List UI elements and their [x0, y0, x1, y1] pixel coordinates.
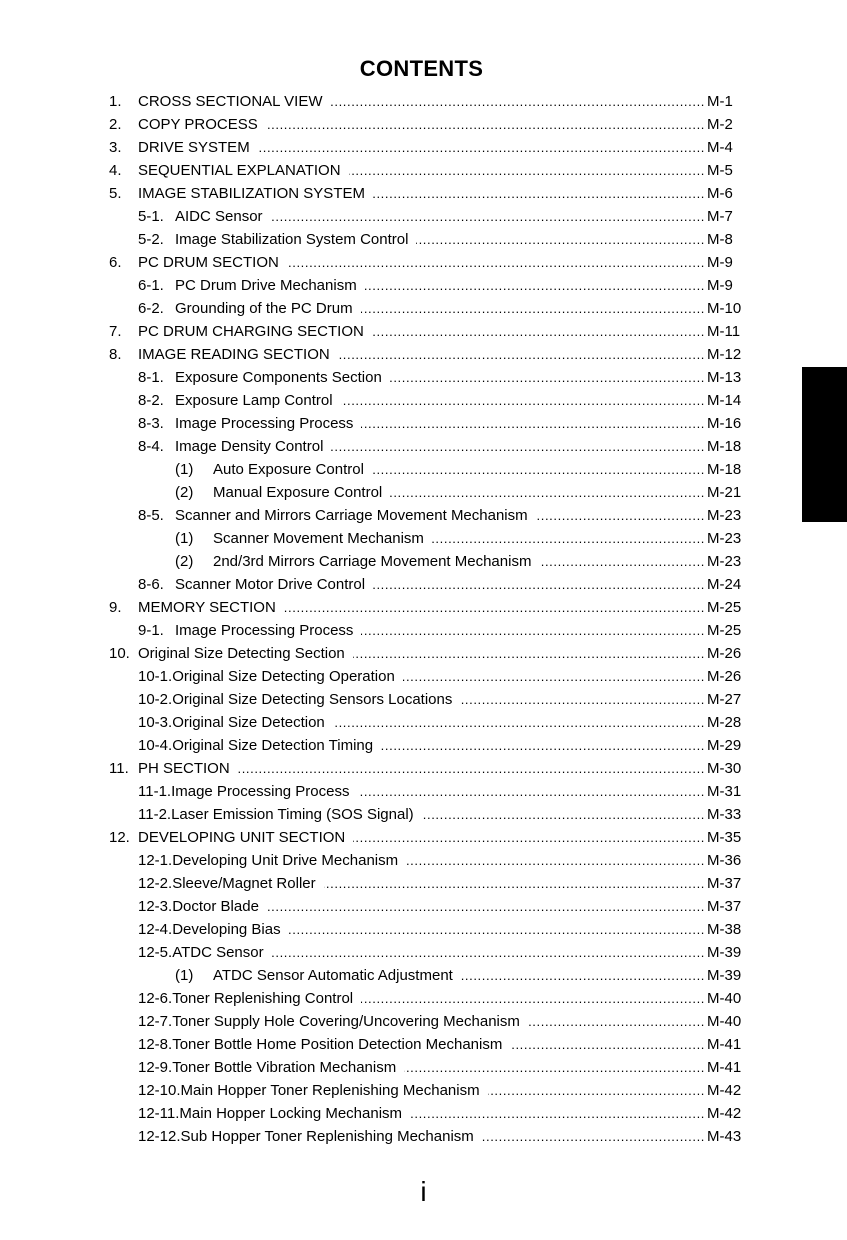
toc-entry-number: 4.	[109, 162, 122, 179]
dot-leader	[406, 849, 705, 872]
toc-entry-title: PH SECTION	[138, 760, 230, 777]
toc-entry-number: 8.	[109, 346, 122, 363]
toc-entry-title: Developing Unit Drive Mechanism	[172, 852, 399, 869]
toc-entry-number: 10-1.	[138, 668, 173, 685]
dot-leader	[381, 734, 705, 757]
toc-entry[interactable]	[109, 412, 745, 435]
toc-entry-number: 11-2.	[138, 806, 172, 823]
toc-entry-title: Sub Hopper Toner Replenishing Mechanism	[180, 1128, 474, 1145]
toc-entry[interactable]	[109, 1125, 745, 1148]
toc-entry[interactable]	[109, 826, 745, 849]
toc-entry-number: 11-1.	[138, 783, 172, 800]
toc-entry-title: ATDC Sensor Automatic Adjustment	[213, 967, 453, 984]
toc-entry[interactable]	[109, 987, 745, 1010]
toc-entry-title: IMAGE READING SECTION	[138, 346, 330, 363]
toc-entry[interactable]	[109, 297, 745, 320]
toc-entry[interactable]	[109, 182, 745, 205]
toc-entry-title: Grounding of the PC Drum	[175, 300, 353, 317]
toc-entry-title: PC Drum Drive Mechanism	[175, 277, 357, 294]
toc-entry[interactable]	[109, 803, 745, 826]
toc-entry-page: M-35	[707, 829, 742, 846]
toc-entry-page: M-24	[707, 576, 742, 593]
toc-entry-title: Original Size Detecting Sensors Locations	[172, 691, 453, 708]
dot-leader	[238, 757, 705, 780]
toc-entry[interactable]	[109, 366, 745, 389]
toc-entry-number: 12-6.	[138, 990, 173, 1007]
toc-entry-number: 8-5.	[138, 507, 164, 524]
dot-leader	[361, 412, 705, 435]
toc-entry-number: (2)	[175, 484, 194, 501]
toc-entry[interactable]	[109, 619, 745, 642]
toc-entry-number: 8-1.	[138, 369, 164, 386]
toc-entry[interactable]	[109, 458, 745, 481]
toc-entry-number: 6-1.	[138, 277, 164, 294]
toc-entry[interactable]	[109, 136, 745, 159]
toc-entry-title: Sleeve/Magnet Roller	[172, 875, 316, 892]
dot-leader	[488, 1079, 705, 1102]
dot-leader	[353, 642, 705, 665]
dot-leader	[272, 941, 705, 964]
toc-entry[interactable]	[109, 205, 745, 228]
toc-entry[interactable]	[109, 1033, 745, 1056]
toc-entry-page: M-13	[707, 369, 742, 386]
toc-entry-title: Doctor Blade	[172, 898, 259, 915]
dot-leader	[284, 596, 705, 619]
toc-entry-number: 11.	[109, 760, 129, 777]
toc-entry-page: M-39	[707, 944, 742, 961]
toc-entry-page: M-18	[707, 438, 742, 455]
toc-entry-number: 8-3.	[138, 415, 164, 432]
toc-entry-number: 10.	[109, 645, 130, 662]
dot-leader	[266, 113, 705, 136]
toc-entry-title: Main Hopper Locking Mechanism	[179, 1105, 403, 1122]
toc-entry-page: M-6	[707, 185, 733, 202]
toc-entry-number: 10-2.	[138, 691, 173, 708]
toc-entry-number: 6-2.	[138, 300, 164, 317]
toc-entry-number: 12.	[109, 829, 130, 846]
toc-entry-title: MEMORY SECTION	[138, 599, 276, 616]
toc-entry-number: (2)	[175, 553, 194, 570]
dot-leader	[287, 251, 705, 274]
toc-entry-number: 12-8.	[138, 1036, 173, 1053]
toc-entry-title: SEQUENTIAL EXPLANATION	[138, 162, 341, 179]
toc-entry-page: M-10	[707, 300, 742, 317]
dot-leader	[338, 343, 705, 366]
toc-entry-page: M-18	[707, 461, 742, 478]
toc-entry-title: Toner Bottle Home Position Detection Mechanism	[172, 1036, 503, 1053]
dot-leader	[324, 872, 705, 895]
toc-entry[interactable]	[109, 550, 745, 573]
dot-leader	[390, 366, 705, 389]
dot-leader	[361, 297, 705, 320]
toc-entry[interactable]	[109, 159, 745, 182]
toc-entry-number: 9.	[109, 599, 122, 616]
toc-entry-page: M-14	[707, 392, 742, 409]
toc-entry-page: M-9	[707, 277, 733, 294]
toc-entry[interactable]	[109, 872, 745, 895]
toc-entry-title: Developing Bias	[172, 921, 281, 938]
toc-entry-number: 12-3.	[138, 898, 173, 915]
toc-entry[interactable]	[109, 504, 745, 527]
toc-entry-page: M-26	[707, 645, 742, 662]
toc-entry-number: 8-6.	[138, 576, 164, 593]
toc-entry-title: DRIVE SYSTEM	[138, 139, 250, 156]
toc-entry[interactable]	[109, 90, 745, 113]
toc-entry[interactable]	[109, 711, 745, 734]
table-of-contents	[109, 90, 745, 1148]
toc-entry-number: 12-11.	[138, 1105, 180, 1122]
toc-entry-number: (1)	[175, 967, 194, 984]
toc-entry-page: M-39	[707, 967, 742, 984]
toc-entry-page: M-12	[707, 346, 742, 363]
dot-leader	[330, 90, 705, 113]
toc-entry-number: 12-4.	[138, 921, 173, 938]
toc-entry-number: (1)	[175, 530, 194, 547]
dot-leader	[482, 1125, 705, 1148]
toc-entry-page: M-4	[707, 139, 733, 156]
toc-entry-title: Scanner and Mirrors Carriage Movement Mechanism	[175, 507, 528, 524]
toc-entry-number: 12-12.	[138, 1128, 181, 1145]
toc-entry[interactable]	[109, 1010, 745, 1033]
dot-leader	[460, 688, 705, 711]
toc-entry-number: 10-4.	[138, 737, 173, 754]
toc-entry-number: 9-1.	[138, 622, 164, 639]
toc-entry[interactable]	[109, 1102, 745, 1125]
contents-heading: CONTENTS	[359, 56, 484, 81]
toc-entry[interactable]	[109, 113, 745, 136]
toc-entry-title: Toner Supply Hole Covering/Uncovering Mechanism	[172, 1013, 520, 1030]
toc-entry-title: Scanner Motor Drive Control	[175, 576, 366, 593]
dot-leader	[528, 1010, 705, 1033]
toc-entry-number: 5.	[109, 185, 122, 202]
toc-entry-page: M-21	[707, 484, 742, 501]
toc-entry[interactable]	[109, 527, 745, 550]
toc-entry-page: M-36	[707, 852, 742, 869]
toc-entry-title: Image Processing Process	[175, 415, 354, 432]
toc-entry[interactable]	[109, 320, 745, 343]
toc-entry-page: M-2	[707, 116, 733, 133]
toc-entry-number: 10-3.	[138, 714, 173, 731]
toc-entry-page: M-29	[707, 737, 742, 754]
toc-entry-title: Laser Emission Timing (SOS Signal)	[171, 806, 414, 823]
toc-entry-title: Toner Bottle Vibration Mechanism	[172, 1059, 397, 1076]
dot-leader	[365, 274, 705, 297]
dot-leader	[390, 481, 705, 504]
toc-entry-title: Original Size Detection Timing	[172, 737, 374, 754]
toc-entry[interactable]	[109, 435, 745, 458]
dot-leader	[289, 918, 705, 941]
toc-entry-page: M-43	[707, 1128, 742, 1145]
toc-entry-title: Toner Replenishing Control	[172, 990, 354, 1007]
toc-entry-title: Original Size Detecting Section	[138, 645, 345, 662]
toc-entry-number: 5-2.	[138, 231, 164, 248]
toc-entry[interactable]	[109, 389, 745, 412]
toc-entry-title: PC DRUM CHARGING SECTION	[138, 323, 364, 340]
toc-entry-title: Image Stabilization System Control	[175, 231, 409, 248]
toc-entry-page: M-30	[707, 760, 742, 777]
toc-entry-page: M-23	[707, 530, 742, 547]
dot-leader	[361, 619, 705, 642]
toc-entry-page: M-25	[707, 599, 742, 616]
toc-entry[interactable]	[109, 251, 745, 274]
toc-entry-page: M-41	[707, 1059, 742, 1076]
dot-leader	[422, 803, 705, 826]
toc-entry-page: M-33	[707, 806, 742, 823]
section-thumb-tab	[802, 367, 847, 522]
toc-entry[interactable]	[109, 918, 745, 941]
toc-entry-title: DEVELOPING UNIT SECTION	[138, 829, 346, 846]
dot-leader	[536, 504, 705, 527]
toc-entry[interactable]	[109, 573, 745, 596]
dot-leader	[372, 458, 705, 481]
dot-leader	[361, 987, 705, 1010]
toc-entry-number: 2.	[109, 116, 122, 133]
toc-entry-title: COPY PROCESS	[138, 116, 258, 133]
dot-leader	[258, 136, 705, 159]
toc-entry-number: 8-2.	[138, 392, 164, 409]
dot-leader	[510, 1033, 705, 1056]
toc-entry-title: Manual Exposure Control	[213, 484, 383, 501]
toc-entry-number: (1)	[175, 461, 194, 478]
toc-entry-number: 8-4.	[138, 438, 164, 455]
toc-entry-title: Main Hopper Toner Replenishing Mechanism	[180, 1082, 480, 1099]
toc-entry-number: 12-1.	[138, 852, 173, 869]
toc-entry-page: M-27	[707, 691, 742, 708]
dot-leader	[461, 964, 705, 987]
toc-entry-page: M-26	[707, 668, 742, 685]
toc-entry-title: Original Size Detecting Operation	[172, 668, 395, 685]
toc-entry-number: 12-10.	[138, 1082, 181, 1099]
dot-leader	[373, 573, 705, 596]
toc-entry-page: M-28	[707, 714, 742, 731]
toc-entry-number: 12-5.	[138, 944, 173, 961]
toc-entry-title: PC DRUM SECTION	[138, 254, 279, 271]
dot-leader	[410, 1102, 705, 1125]
toc-entry-page: M-40	[707, 1013, 742, 1030]
toc-entry[interactable]	[109, 1079, 745, 1102]
toc-entry[interactable]	[109, 895, 745, 918]
toc-entry[interactable]	[109, 757, 745, 780]
toc-entry[interactable]	[109, 228, 745, 251]
dot-leader	[373, 182, 705, 205]
toc-entry[interactable]	[109, 964, 745, 987]
dot-leader	[271, 205, 705, 228]
toc-entry[interactable]	[109, 734, 745, 757]
dot-leader	[403, 665, 705, 688]
toc-entry-page: M-37	[707, 898, 742, 915]
toc-entry-page: M-23	[707, 553, 742, 570]
dot-leader	[341, 389, 705, 412]
toc-entry-page: M-1	[707, 93, 733, 110]
toc-entry[interactable]	[109, 596, 745, 619]
toc-entry-number: 1.	[109, 93, 122, 110]
toc-entry-number: 12-7.	[138, 1013, 173, 1030]
toc-entry-page: M-9	[707, 254, 733, 271]
toc-entry-title: Image Density Control	[175, 438, 324, 455]
toc-entry-page: M-16	[707, 415, 742, 432]
toc-entry-title: Exposure Lamp Control	[175, 392, 333, 409]
toc-entry-page: M-8	[707, 231, 733, 248]
dot-leader	[432, 527, 705, 550]
toc-entry-title: CROSS SECTIONAL VIEW	[138, 93, 323, 110]
toc-entry-page: M-5	[707, 162, 733, 179]
dot-leader	[372, 320, 705, 343]
toc-entry-title: Original Size Detection	[172, 714, 325, 731]
toc-entry[interactable]	[109, 642, 745, 665]
toc-entry[interactable]	[109, 780, 745, 803]
toc-entry[interactable]	[109, 688, 745, 711]
toc-entry[interactable]	[109, 1056, 745, 1079]
dot-leader	[539, 550, 705, 573]
toc-entry-page: M-23	[707, 507, 742, 524]
toc-entry-number: 12-2.	[138, 875, 173, 892]
dot-leader	[333, 711, 705, 734]
toc-entry-page: M-31	[707, 783, 742, 800]
toc-entry[interactable]	[109, 665, 745, 688]
toc-entry[interactable]	[109, 941, 745, 964]
dot-leader	[349, 159, 705, 182]
toc-entry-title: IMAGE STABILIZATION SYSTEM	[138, 185, 365, 202]
toc-entry-page: M-42	[707, 1082, 742, 1099]
page-number: i	[420, 1176, 427, 1207]
dot-leader	[416, 228, 705, 251]
toc-entry-number: 7.	[109, 323, 122, 340]
toc-entry-page: M-37	[707, 875, 742, 892]
toc-entry-title: Scanner Movement Mechanism	[213, 530, 424, 547]
dot-leader	[404, 1056, 705, 1079]
toc-entry-page: M-25	[707, 622, 742, 639]
toc-entry-title: AIDC Sensor	[175, 208, 263, 225]
toc-entry[interactable]	[109, 274, 745, 297]
dot-leader	[353, 826, 705, 849]
toc-entry-page: M-11	[707, 323, 741, 340]
toc-entry-number: 5-1.	[138, 208, 164, 225]
dot-leader	[331, 435, 705, 458]
toc-entry-number: 12-9.	[138, 1059, 173, 1076]
toc-entry-number: 6.	[109, 254, 122, 271]
toc-entry-number: 3.	[109, 139, 122, 156]
toc-entry-title: Image Processing Process	[175, 622, 354, 639]
toc-entry-page: M-41	[707, 1036, 742, 1053]
toc-entry-page: M-7	[707, 208, 733, 225]
toc-entry-page: M-38	[707, 921, 742, 938]
toc-entry-title: Image Processing Process	[171, 783, 350, 800]
dot-leader	[358, 780, 706, 803]
toc-entry-title: ATDC Sensor	[172, 944, 264, 961]
toc-entry[interactable]	[109, 343, 745, 366]
toc-entry-title: Auto Exposure Control	[213, 461, 364, 478]
toc-entry-title: Exposure Components Section	[175, 369, 382, 386]
toc-entry-title: 2nd/3rd Mirrors Carriage Movement Mechanism	[213, 553, 532, 570]
toc-entry[interactable]	[109, 481, 745, 504]
dot-leader	[267, 895, 705, 918]
toc-entry-page: M-42	[707, 1105, 742, 1122]
toc-entry[interactable]	[109, 849, 745, 872]
toc-entry-page: M-40	[707, 990, 742, 1007]
